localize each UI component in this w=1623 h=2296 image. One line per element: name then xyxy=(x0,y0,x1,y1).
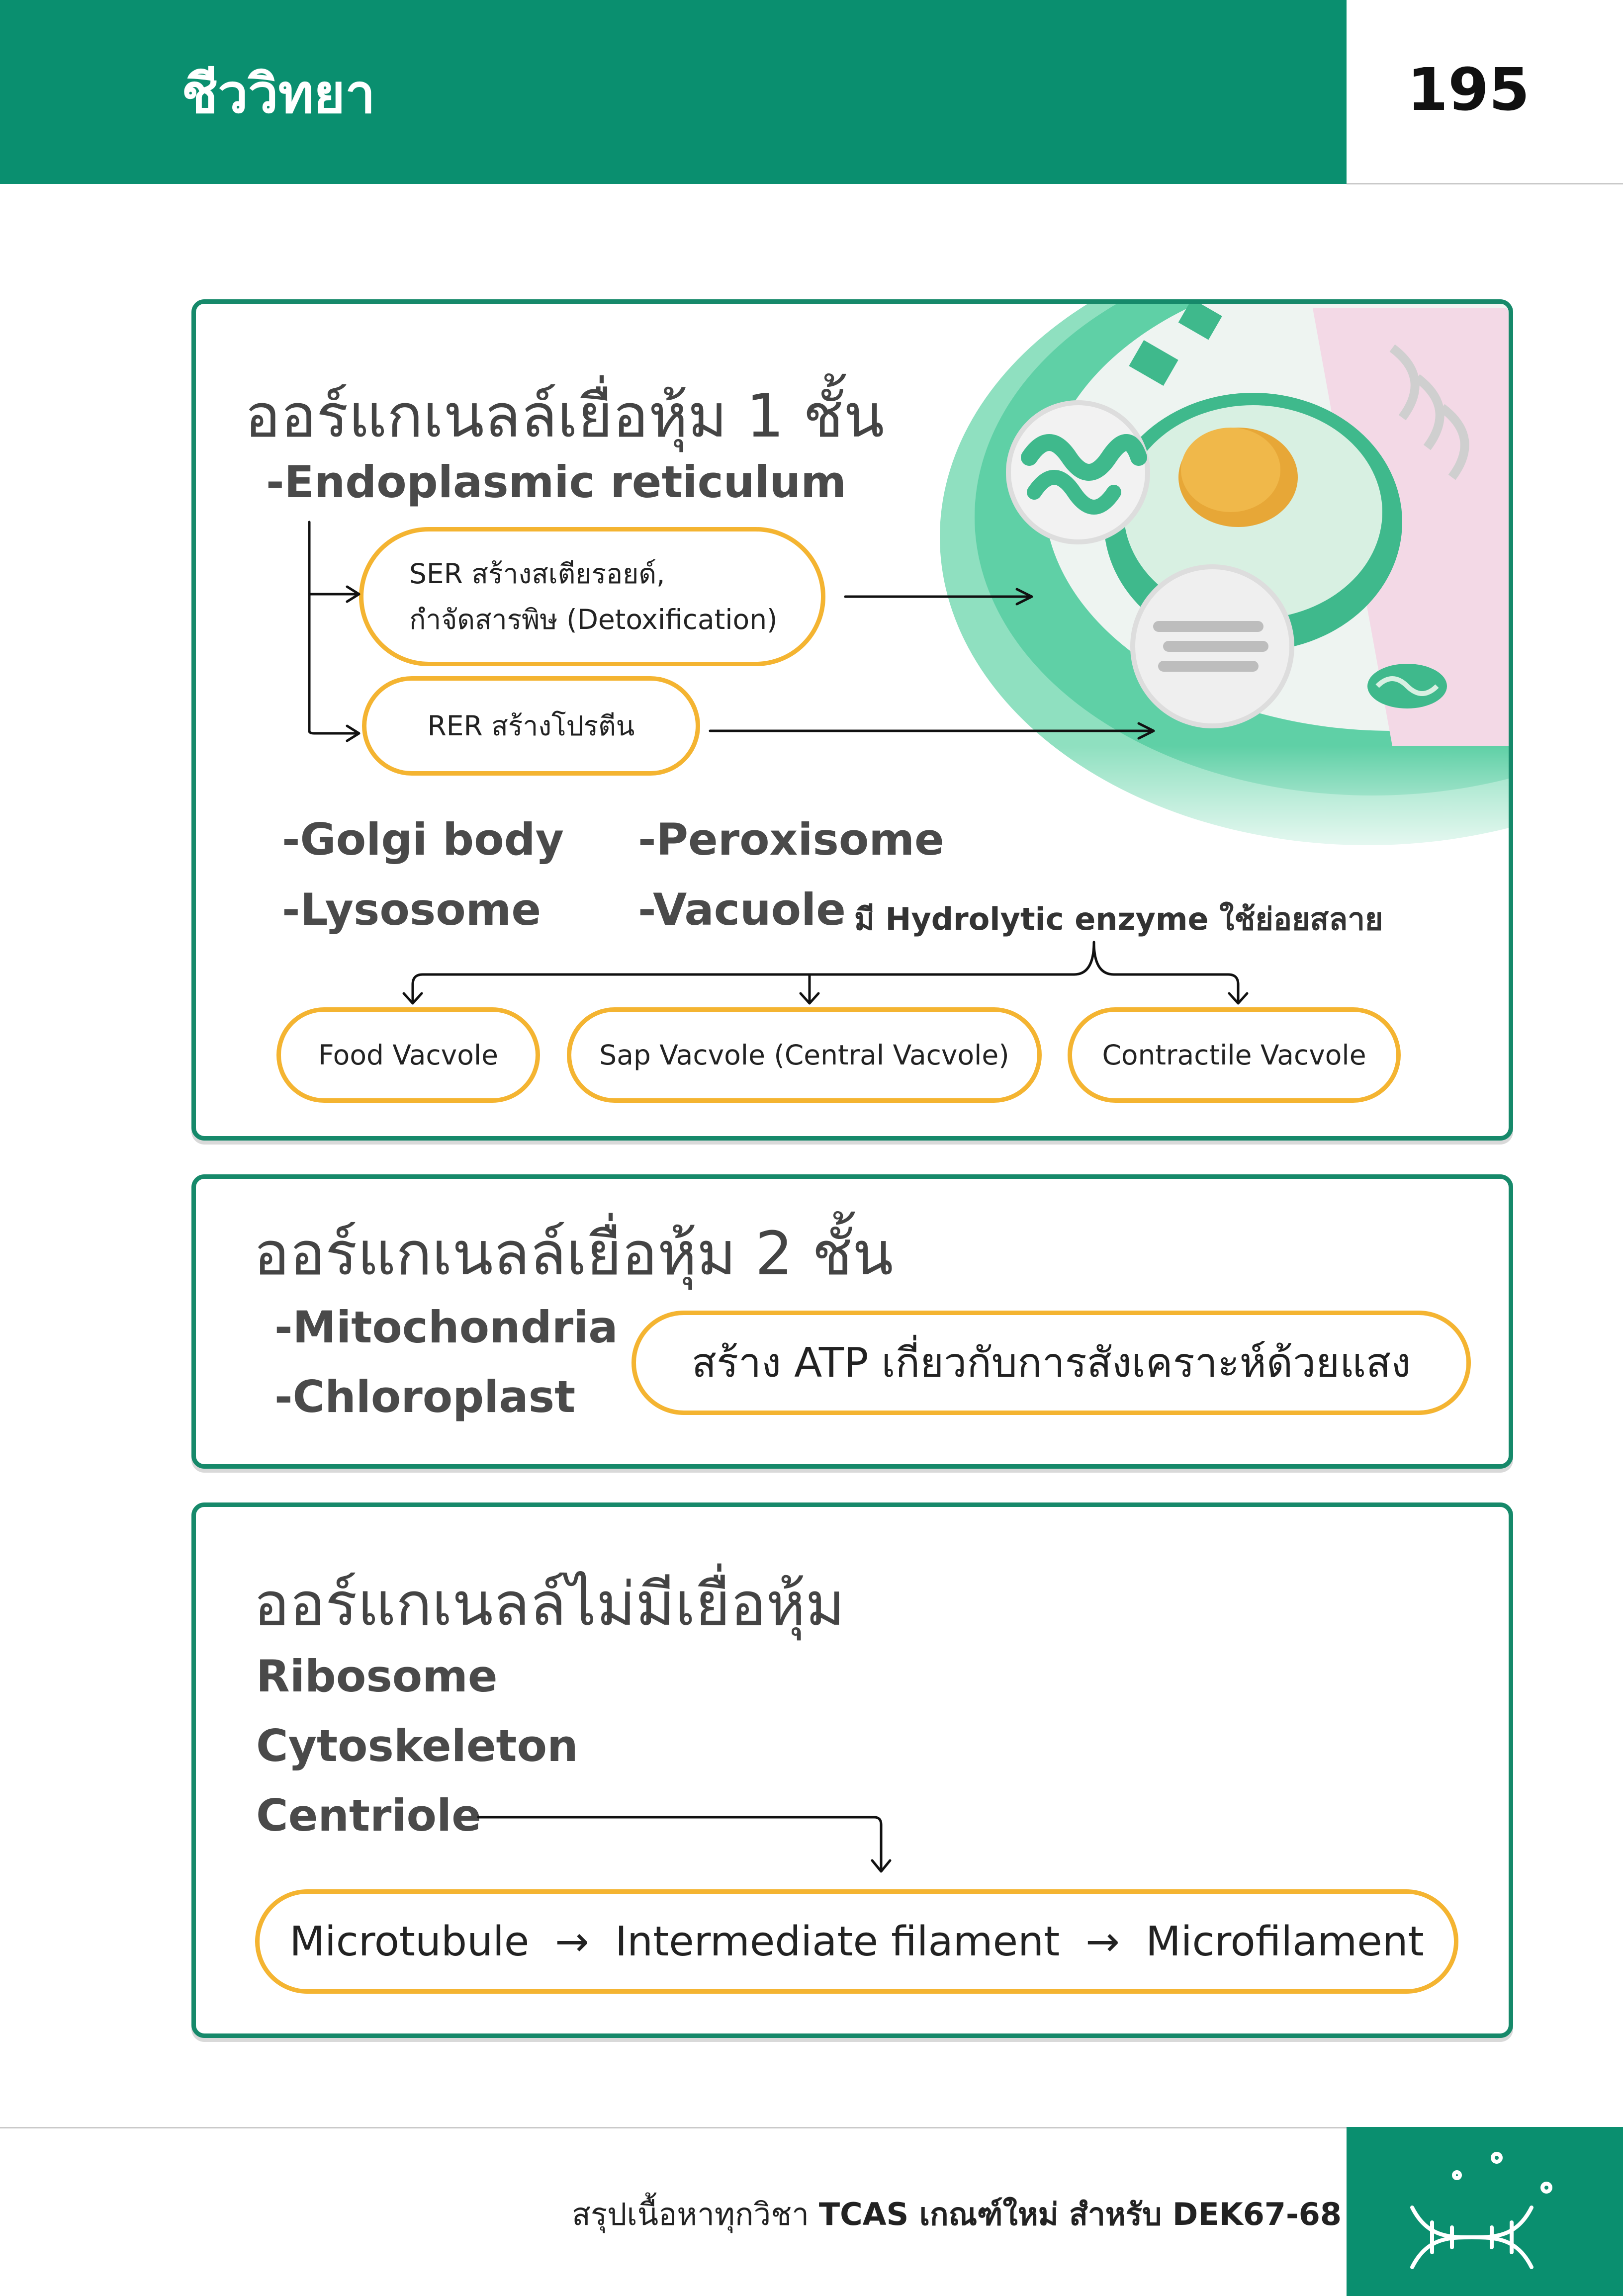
golgi-item: -Golgi body xyxy=(282,814,564,865)
contractile-vacuole-label: Contractile Vacvole xyxy=(1102,1039,1366,1071)
chloroplast-item: -Chloroplast xyxy=(274,1371,576,1422)
chain-arrow-2: → xyxy=(1085,1918,1120,1965)
panel1-title: ออร์แกเนลล์เยื่อหุ้ม 1 ชั้น xyxy=(245,382,885,451)
organelle-function-text: สร้าง ATP เกี่ยวกับการสังเคราะห์ด้วยแสง xyxy=(691,1339,1411,1387)
page-number: 195 xyxy=(1407,55,1530,124)
peroxisome-item: -Peroxisome xyxy=(638,814,944,865)
hydrolytic-note: มี Hydrolytic enzyme ใช้ย่อยสลาย xyxy=(854,901,1383,937)
mitochondria-item: -Mitochondria xyxy=(274,1302,618,1353)
footer-text-regular: สรุปเนื้อหาทุกวิชา xyxy=(572,2196,810,2232)
subject-title: ชีววิทยา xyxy=(181,63,375,125)
lysosome-item: -Lysosome xyxy=(282,884,541,935)
footer-text xyxy=(572,2190,1342,2239)
ser-line1: SER สร้างสเตียรอยด์, xyxy=(409,558,665,590)
panel3-title: ออร์แกเนลล์ไม่มีเยื่อหุ้ม xyxy=(254,1570,845,1639)
centriole-item: Centriole xyxy=(256,1790,481,1841)
intermediate-filament-label: Intermediate filament xyxy=(615,1918,1060,1965)
microtubule-label: Microtubule xyxy=(289,1918,530,1965)
panel2-title: ออร์แกเนลล์เยื่อหุ้ม 2 ชั้น xyxy=(254,1220,894,1289)
rer-text: RER สร้างโปรตีน xyxy=(427,709,635,742)
microfilament-label: Microfilament xyxy=(1145,1918,1424,1965)
food-vacuole-label: Food Vacvole xyxy=(318,1039,498,1071)
cytoskeleton-item: Cytoskeleton xyxy=(256,1720,578,1771)
footer-text-bold: TCAS เกณฑ์ใหม่ สำหรับ DEK67-68 xyxy=(818,2196,1342,2232)
vacuole-item: -Vacuole xyxy=(638,884,846,935)
ribosome-item: Ribosome xyxy=(256,1651,498,1702)
chain-arrow-1: → xyxy=(555,1918,589,1965)
er-heading: -Endoplasmic reticulum xyxy=(266,456,846,508)
ser-line2: กำจัดสารพิษ (Detoxification) xyxy=(409,604,778,635)
sap-vacuole-label: Sap Vacvole (Central Vacvole) xyxy=(599,1039,1009,1071)
